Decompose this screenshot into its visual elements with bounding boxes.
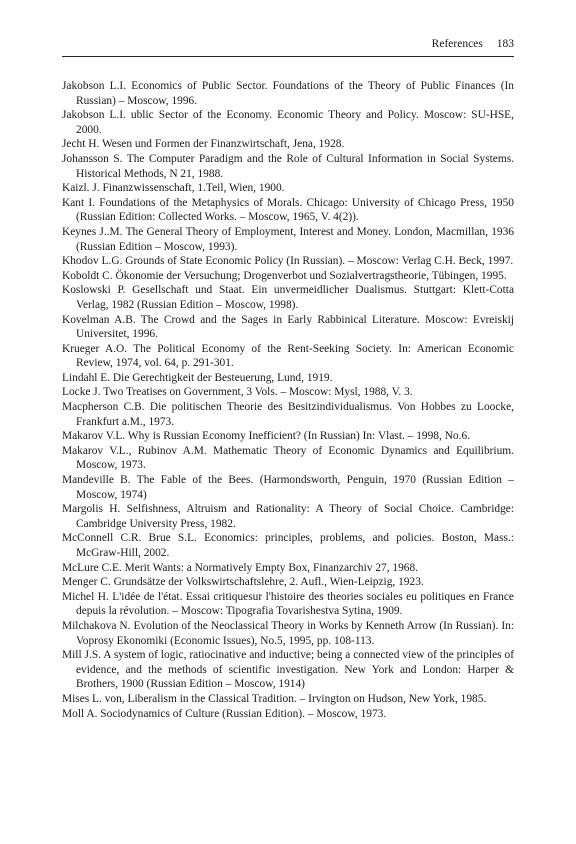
reference-entry: Moll A. Sociodynamics of Culture (Russian Edition). – Moscow, 1973. — [62, 707, 387, 720]
page-number: 183 — [496, 38, 514, 50]
reference-entry: Johansson S. The Computer Paradigm and the Role of Cultural Information in Social Systems. Historical Methods, N 21, 1988. — [62, 152, 514, 180]
reference-entry: Makarov V.L., Rubinov A.M. Mathematic Theory of Economic Dynamics and Equilibrium. Moscow, 1973. — [62, 444, 514, 472]
reference-entry: Kaizl. J. Finanzwissenschaft, 1.Teil, Wien, 1900. — [62, 182, 285, 195]
header-rule — [62, 56, 514, 57]
reference-entry: Milchakova N. Evolution of the Neoclassical Theory in Works by Kenneth Arrow (In Russian). In: Voprosy Ekonomiki (Economic Issues), No.5, 1995, pp. 108-113. — [62, 619, 514, 647]
reference-entry: Khodov L.G. Grounds of State Economic Policy (In Russian). – Moscow: Verlag C.H. Beck, 1997. — [62, 255, 514, 268]
reference-entry: Michel H. L'idée de l'état. Essai critiquesur l'histoire des theories sociales eu politiques en France depuis la révolution. – Moscow: Tipografia Tovarishestva Sytina, 1909. — [62, 590, 514, 618]
reference-entry: Jakobson L.I. Economics of Public Sector. Foundations of the Theory of Public Finances (In Russian) – Moscow, 1996. — [62, 80, 514, 107]
section-title: References — [431, 38, 483, 50]
reference-entry: Menger C. Grundsätze der Volkswirtschaftslehre, 2. Aufl., Wien-Leipzig, 1923. — [62, 576, 424, 589]
running-head — [62, 37, 514, 51]
reference-entry: Krueger A.O. The Political Economy of the Rent-Seeking Society. In: American Economic Review, 1974, vol. 64, p. 291-301. — [62, 342, 514, 370]
reference-entry: Jecht H. Wesen und Formen der Finanzwirtschaft, Jena, 1928. — [62, 138, 345, 151]
reference-entry: Locke J. Two Treatises on Government, 3 Vols. – Moscow: Mysl, 1988, V. 3. — [62, 386, 413, 399]
reference-list — [62, 79, 514, 721]
reference-entry: Macpherson C.B. Die politischen Theorie des Besitzindividualismus. Von Hobbes zu Loocke, Frankfurt a.M., 1973. — [62, 401, 514, 428]
reference-entry: Koboldt C. Ökonomie der Versuchung; Drogenverbot und Sozialvertragstheorie, Tübingen, 1995. — [62, 269, 507, 282]
reference-entry: McLure C.E. Merit Wants: a Normatively Empty Box, Finanzarchiv 27, 1968. — [62, 561, 419, 574]
reference-entry: McConnell C.R. Brue S.L. Economics: principles, problems, and policies. Boston, Mass.: McGraw-Hill, 2002. — [62, 532, 514, 559]
reference-entry: Mandeville B. The Fable of the Bees. (Harmondsworth, Penguin, 1970 (Russian Edition – Moscow, 1974) — [62, 474, 514, 501]
reference-entry: Keynes J..M. The General Theory of Employment, Interest and Money. London, Macmillan, 1936 (Russian Edition – Moscow, 1993). — [62, 225, 514, 253]
reference-entry: Jakobson L.I. ublic Sector of the Economy. Economic Theory and Policy. Moscow: SU-HSE, 2000. — [62, 109, 514, 136]
reference-entry: Mises L. von, Liberalism in the Classical Tradition. – Irvington on Hudson, New York, 1985. — [62, 692, 487, 705]
reference-entry: Koslowski P. Gesellschaft und Staat. Ein unvermeidlicher Dualismus. Stuttgart: Klett-Cotta Verlag, 1982 (Russian Edition – Moscow, 1998). — [62, 284, 514, 311]
reference-entry: Mill J.S. A system of logic, ratiocinative and inductive; being a connected view of the principles of evidence, and the methods of scientific investigation. New York and London: Harper & Brothers, 1900 (Russian Edition – Moscow, 1914) — [62, 649, 514, 691]
reference-entry: Margolis H. Selfishness, Altruism and Rationality: A Theory of Social Choice. Cambridge: Cambridge University Press, 1982. — [62, 503, 514, 530]
reference-entry: Kant I. Foundations of the Metaphysics of Morals. Chicago: University of Chicago Press, 1950 (Russian Edition: Collected Works. – Moscow, 1965, V. 4(2)). — [62, 196, 514, 224]
reference-entry: Lindahl E. Die Gerechtigkeit der Besteuerung, Lund, 1919. — [62, 371, 333, 384]
reference-entry: Makarov V.L. Why is Russian Economy Inefficient? (In Russian) In: Vlast. – 1998, No.6. — [62, 430, 471, 443]
reference-entry: Kovelman A.B. The Crowd and the Sages in Early Rabbinical Literature. Moscow: Evreiskij Universitet, 1996. — [62, 313, 514, 341]
